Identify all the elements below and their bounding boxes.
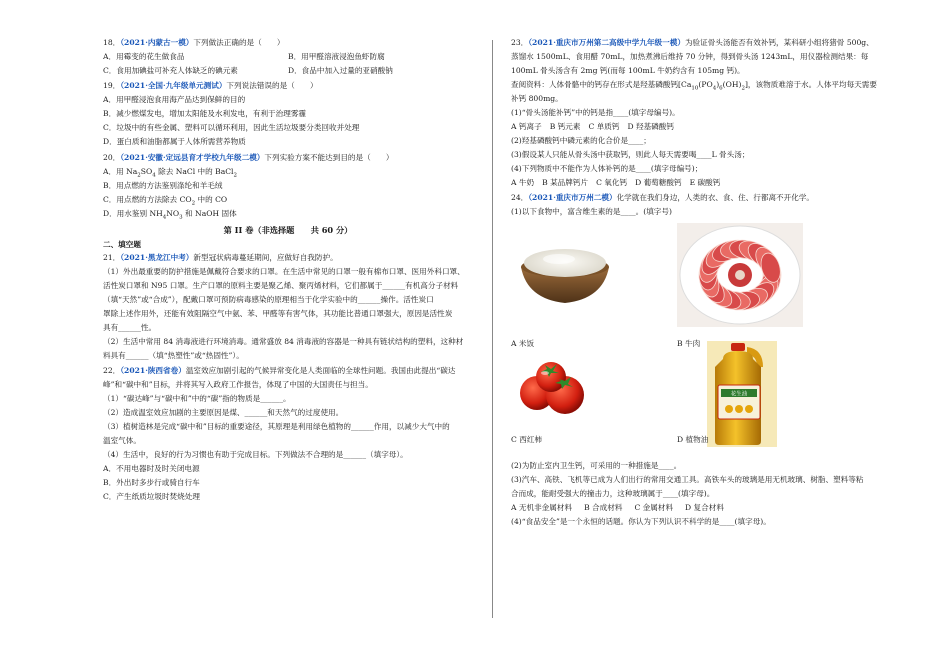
column-divider bbox=[492, 40, 493, 618]
option-b: B．用点燃的方法鉴别涤纶和羊毛绒 bbox=[103, 180, 223, 190]
question-18 bbox=[103, 38, 473, 76]
option-a: A．用霉变的花生做食品 bbox=[103, 52, 185, 61]
paragraph-line: 具有______性。 bbox=[103, 322, 157, 332]
question-19 bbox=[103, 81, 473, 147]
question-source: （2021·安徽·定远县育才学校九年级二模） bbox=[120, 152, 265, 162]
oil-label-text: 花生油 bbox=[730, 391, 748, 398]
question-24 bbox=[511, 193, 883, 527]
question-stem: 22．（2021·陕西省卷）温室效应加剧引起的气候异常变化是人类面临的全球性问题。我国由此提出“碳达 bbox=[103, 366, 456, 376]
paragraph-line: 合而成，能耐受强大的撞击力，这种玻璃属于____(填字母)。 bbox=[511, 489, 715, 499]
sub-question-2: (2)羟基磷酸钙中磷元素的化合价是____； bbox=[511, 136, 651, 145]
option-b: B．用甲醛溶液浸泡鱼虾防腐 bbox=[288, 52, 385, 61]
option-a: A．不用电器时及时关闭电源 bbox=[103, 464, 200, 474]
options-row bbox=[511, 178, 883, 188]
sub-question-2: (2)为防止室内卫生钙，可采用的一种措施是____。 bbox=[511, 461, 682, 471]
option-d: D．用水鉴别 $NH_4NO_3$ 和 NaOH 固体 bbox=[103, 208, 237, 219]
option-c: C．产生纸质垃圾时焚烧处理 bbox=[103, 492, 200, 502]
section-title: 第 II 卷（非选择题 共 60 分） bbox=[223, 224, 353, 235]
question-stem: 24．（2021·重庆市万州二模）化学就在我们身边，人类的衣、食、住、行都离不开化学。 bbox=[511, 193, 815, 203]
tomato-image bbox=[515, 357, 595, 421]
question-source: （2021·内蒙古一模） bbox=[120, 38, 194, 47]
question-source: （2021·黑龙江中考） bbox=[120, 252, 194, 262]
question-stem: 20．（2021·安徽·定远县育才学校九年级二模）下列实验方案不能达到目的是（ ） bbox=[103, 152, 394, 162]
paragraph-line: （1）“碳达峰”与“碳中和”中的“碳”指的物质是______。 bbox=[103, 394, 291, 404]
question-source: （2021·重庆市万州二模） bbox=[528, 193, 617, 203]
caption-a: A 米饭 bbox=[511, 339, 535, 349]
paragraph-line: 查阅资料：人体骨骼中的钙存在形式是羟基磷酸钙$[Ca_{10}(PO_4)_6(OH)_2]$，该物质难溶于水。人体平均每天需要 bbox=[511, 80, 877, 90]
option-c: C．用点燃的方法除去 $CO_2$ 中的 CO bbox=[103, 194, 228, 205]
caption-b: B 牛肉 bbox=[677, 339, 701, 349]
paragraph-line: （4）生活中，良好的行为习惯也有助于完成目标。下列做法不合理的是______（填字母）。 bbox=[103, 450, 408, 460]
section-heading: 二、填空题 bbox=[103, 239, 141, 249]
left-column bbox=[103, 38, 473, 502]
option-d: D．食品中加入过量的亚硝酸钠 bbox=[288, 66, 393, 75]
question-23 bbox=[511, 38, 883, 188]
paragraph-line: （2）造成温室效应加剧的主要原因是煤、______和天然气的过度使用。 bbox=[103, 408, 344, 418]
option-c: C 金属材料 bbox=[634, 503, 674, 513]
paragraph-line: 活性炭口罩和 N95 口罩。生产口罩的原料主要是聚乙烯、聚丙烯材料，它们都属于______有机高分子材料 bbox=[103, 280, 459, 290]
sub-question-4: (4)“食品安全”是一个永恒的话题。你认为下列认识不科学的是____(填字母)。 bbox=[511, 517, 771, 527]
option-c: C 氧化钙 bbox=[596, 178, 628, 187]
question-source: （2021·陕西省卷） bbox=[120, 366, 186, 376]
question-stem: 23．（2021·重庆市万州第二高级中学九年级一模）为验证骨头汤能否有效补钙，某科研小组将猪骨 500g、 bbox=[511, 38, 874, 47]
question-20 bbox=[103, 153, 473, 219]
option-c: C．食用加碘盐可补充人体缺乏的碘元素 bbox=[103, 66, 238, 75]
oil-bottle-image bbox=[707, 341, 777, 447]
options-row bbox=[511, 503, 883, 513]
food-images bbox=[511, 223, 883, 459]
option-c: C 单质钙 bbox=[588, 122, 620, 131]
paragraph-line: 蒸馏水 1500mL、食用醋 70mL，加热煮沸后维持 70 分钟，得到骨头汤 1243mL，用仪器检测结果：每 bbox=[511, 52, 869, 61]
paragraph-line: 补钙 800mg。 bbox=[511, 94, 563, 103]
option-c: C．垃圾中的有些金属、塑料可以循环利用，因此生活垃圾要分类回收并处理 bbox=[103, 123, 360, 133]
rice-bowl-image bbox=[515, 233, 615, 313]
sub-question-4: (4)下列物质中不能作为人体补钙的是____(填字母编号)； bbox=[511, 164, 703, 173]
right-column bbox=[511, 38, 883, 527]
sub-question-3: (3)汽车、高铁、飞机等已成为人们出行的常用交通工具。高铁车头的玻璃是用无机玻璃、树脂、塑料等粘 bbox=[511, 475, 864, 485]
option-a: A．用甲醛浸泡食用海产品达到保鲜的目的 bbox=[103, 95, 246, 105]
sub-question-3: (3)假设某人只能从骨头汤中获取钙，则此人每天需要喝____L 骨头汤； bbox=[511, 150, 750, 159]
option-b: B 钙元素 bbox=[549, 122, 581, 131]
question-stem: 18．（2021·内蒙古一模）下列做法正确的是（ ） bbox=[103, 38, 285, 47]
option-d: D 复合材料 bbox=[685, 503, 724, 513]
option-b: B 某品牌钙片 bbox=[542, 178, 589, 187]
option-d: D 葡萄糖酸钙 bbox=[635, 178, 682, 187]
option-d: D 羟基磷酸钙 bbox=[627, 122, 674, 131]
paragraph-line: 峰”和“碳中和”目标，并将其写入政府工作报告，体现了中国的大国责任与担当。 bbox=[103, 380, 373, 390]
option-b: B 合成材料 bbox=[584, 503, 623, 513]
option-d: D．蛋白质和油脂都属于人体所需营养物质 bbox=[103, 137, 246, 147]
sub-question-1: (1)“骨头汤能补钙”中的钙是指____(填字母编号)。 bbox=[511, 108, 680, 117]
paragraph-line: 100mL 骨头汤含有 2mg 钙(而每 100mL 牛奶约含有 105mg 钙)。 bbox=[511, 66, 745, 75]
paragraph-line: 料具有______（填“热塑性”或“热固性”）。 bbox=[103, 350, 244, 360]
option-b: B．减少燃煤发电，增加太阳能及水利发电，有利于治理雾霾 bbox=[103, 109, 307, 119]
paragraph-line: （3）植树造林是完成“碳中和”目标的重要途径，其原理是利用绿色植物的______作用，以减少大气中的 bbox=[103, 422, 450, 432]
caption-d: D 植物油 bbox=[677, 435, 709, 445]
option-e: E 碳酸钙 bbox=[689, 178, 721, 187]
question-stem: 19．（2021·全国·九年级单元测试）下列说法错误的是（ ） bbox=[103, 81, 318, 91]
option-a: A．用 $Na_2SO_4$ 除去 NaCl 中的 BaCl$_2$ bbox=[103, 166, 237, 177]
question-22 bbox=[103, 366, 473, 502]
beef-plate-image bbox=[677, 223, 803, 327]
caption-c: C 西红柿 bbox=[511, 435, 543, 445]
paragraph-line: （1）外出最重要的防护措施是佩戴符合要求的口罩。在生活中常见的口罩一般有棉布口罩、医用外科口罩、 bbox=[103, 266, 465, 276]
paragraph-line: 罩除上述作用外，还能有效阻隔空气中氨、苯、甲醛等有害气体，其功能比普通口罩强大，原因是活性炭 bbox=[103, 308, 453, 318]
option-a: A 牛奶 bbox=[511, 178, 535, 187]
question-21 bbox=[103, 253, 473, 361]
option-a: A 无机非金属材料 bbox=[511, 503, 573, 513]
paragraph-line: 温室气体。 bbox=[103, 436, 141, 446]
question-source: （2021·重庆市万州第二高级中学九年级一模） bbox=[528, 38, 685, 47]
question-stem: 21．（2021·黑龙江中考）新型冠状病毒蔓延期间，应做好自我防护。 bbox=[103, 252, 338, 262]
option-b: B．外出时多步行或骑自行车 bbox=[103, 478, 200, 488]
options-row bbox=[511, 122, 883, 132]
paragraph-line: （填“天然”或“合成”），配戴口罩可预防病毒感染的原理相当于化学实验中的______操作。活性炭口 bbox=[103, 294, 434, 304]
sub-question-1: (1)以下食物中，富含维生素的是____。(填字号) bbox=[511, 207, 672, 217]
paragraph-line: （2）生活中常用 84 消毒液进行环境消毒。通常盛放 84 消毒液的容器是一种具有链状结构的塑料，这种材 bbox=[103, 336, 464, 346]
option-a: A 钙离子 bbox=[511, 122, 542, 131]
question-source: （2021·全国·九年级单元测试） bbox=[120, 81, 227, 91]
